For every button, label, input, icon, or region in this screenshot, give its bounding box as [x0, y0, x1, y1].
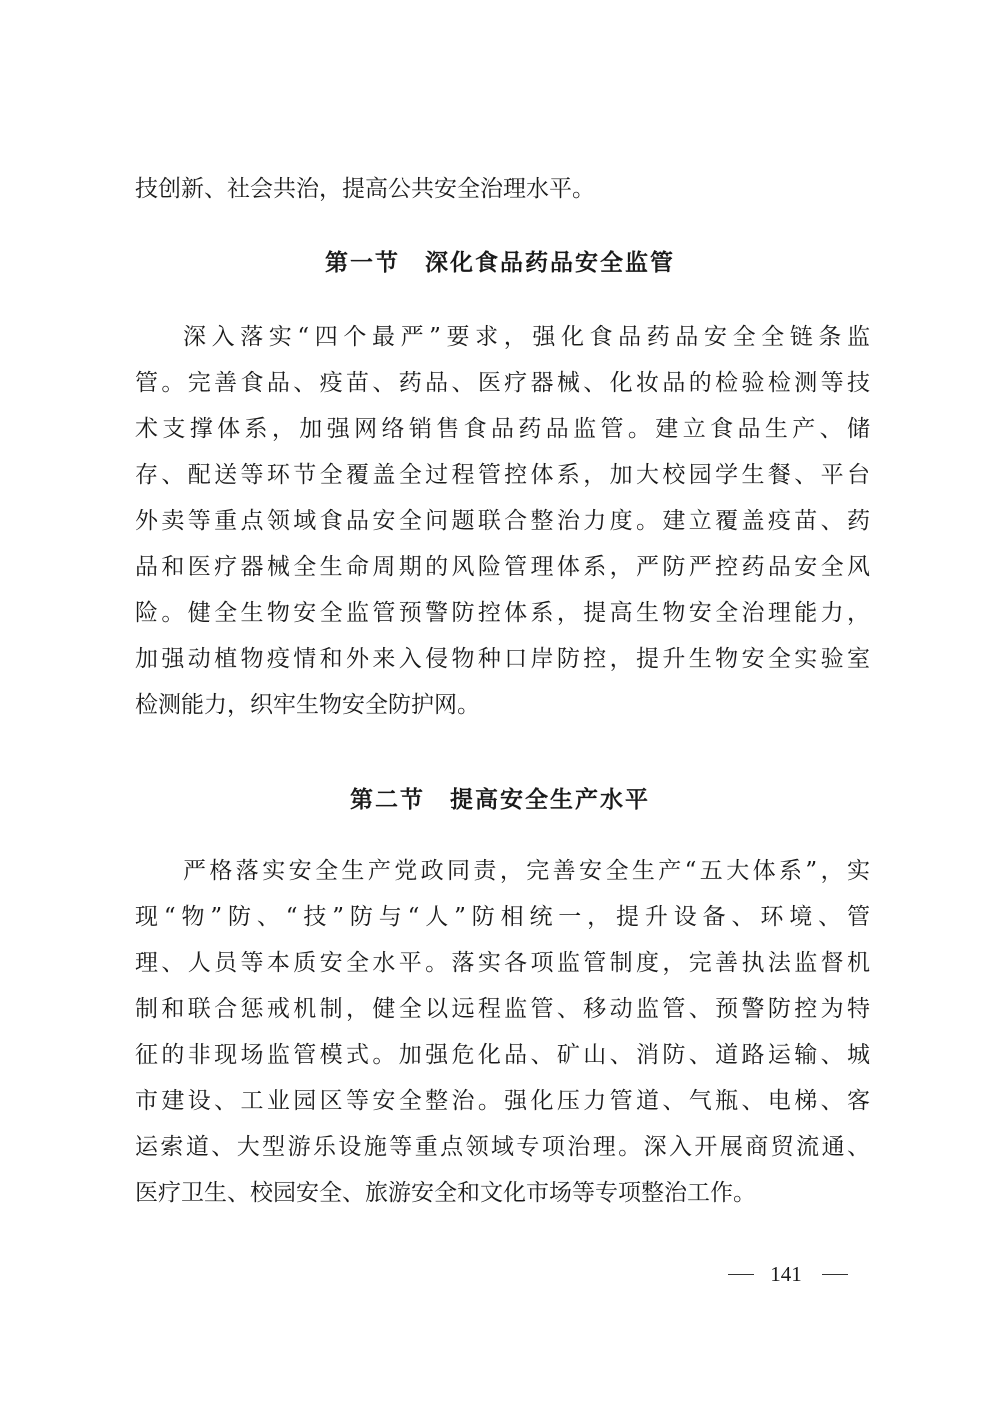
- paragraph-line: 加强动植物疫情和外来入侵物种口岸防控，提升生物安全实验室: [135, 646, 870, 672]
- section-2-heading: 第二节 提高安全生产水平: [350, 786, 650, 813]
- section-1-heading: 第一节 深化食品药品安全监管: [325, 249, 675, 276]
- paragraph-line: 外卖等重点领域食品安全问题联合整治力度。建立覆盖疫苗、药: [135, 508, 870, 534]
- paragraph-line: 存、配送等环节全覆盖全过程管控体系，加大校园学生餐、平台: [135, 462, 870, 488]
- paragraph-line: 运索道、大型游乐设施等重点领域专项治理。深入开展商贸流通、: [135, 1134, 870, 1160]
- paragraph-line: 理、人员等本质安全水平。落实各项监管制度，完善执法监督机: [135, 950, 870, 976]
- paragraph-line: 险。健全生物安全监管预警防控体系，提高生物安全治理能力，: [135, 600, 870, 626]
- left-dash: [728, 1274, 754, 1275]
- paragraph-line: 严格落实安全生产党政同责，完善安全生产“五大体系”，实: [183, 858, 870, 884]
- paragraph-line: 管。完善食品、疫苗、药品、医疗器械、化妆品的检验检测等技: [135, 370, 870, 396]
- paragraph-line: 深入落实“四个最严”要求，强化食品药品安全全链条监: [183, 324, 870, 350]
- paragraph-line: 医疗卫生、校园安全、旅游安全和文化市场等专项整治工作。: [135, 1180, 756, 1206]
- page-number: 141: [770, 1262, 802, 1286]
- intro-line: 技创新、社会共治，提高公共安全治理水平。: [135, 176, 595, 202]
- paragraph-line: 征的非现场监管模式。加强危化品、矿山、消防、道路运输、城: [135, 1042, 870, 1068]
- paragraph-line: 制和联合惩戒机制，健全以远程监管、移动监管、预警防控为特: [135, 996, 870, 1022]
- paragraph-line: 品和医疗器械全生命周期的风险管理体系，严防严控药品安全风: [135, 554, 870, 580]
- paragraph-line: 市建设、工业园区等安全整治。强化压力管道、气瓶、电梯、客: [135, 1088, 870, 1114]
- paragraph-line: 检测能力，织牢生物安全防护网。: [135, 692, 480, 718]
- paragraph-line: 术支撑体系，加强网络销售食品药品监管。建立食品生产、储: [135, 416, 870, 442]
- right-dash: [822, 1274, 848, 1275]
- paragraph-line: 现“物”防、“技”防与“人”防相统一，提升设备、环境、管: [135, 904, 870, 930]
